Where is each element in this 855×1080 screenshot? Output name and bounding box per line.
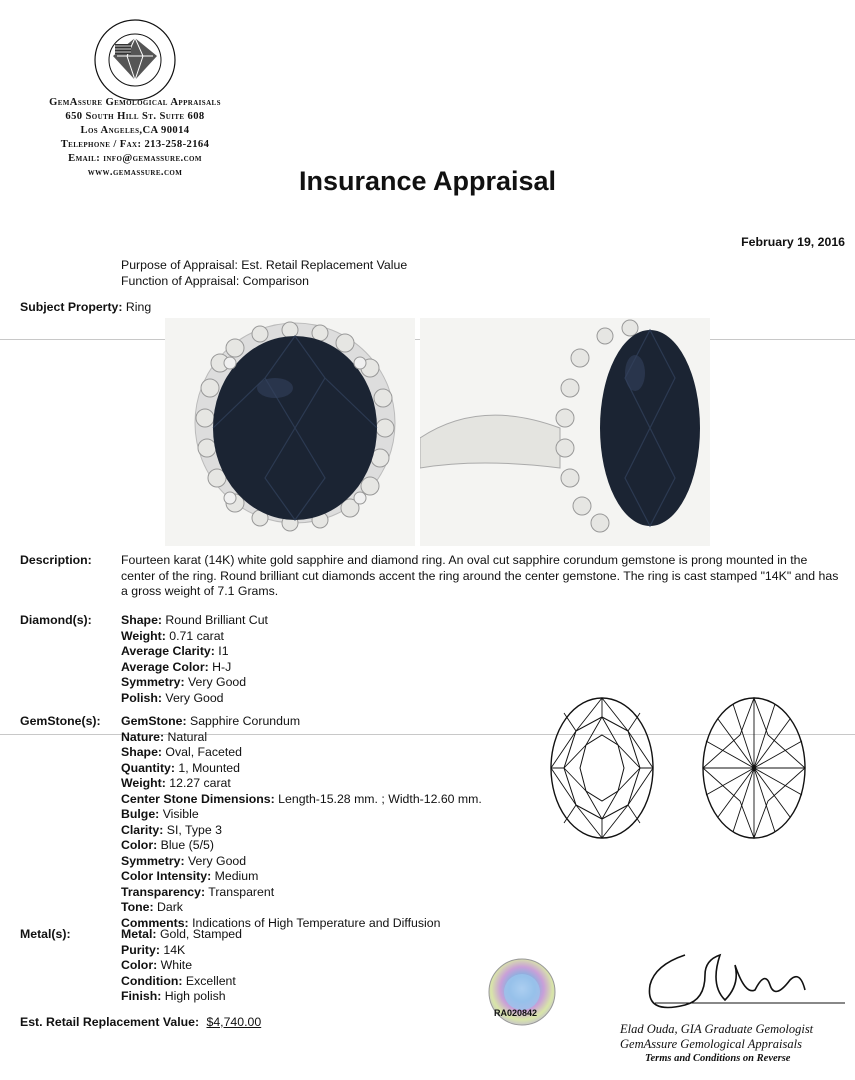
- diamond-row: [121, 691, 268, 707]
- purpose-of-appraisal: Purpose of Appraisal: Est. Retail Replacement Value: [121, 258, 408, 272]
- address-line-2: Los Angeles,CA 90014: [80, 125, 190, 136]
- gem-value: Indications of High Temperature and Diffusion: [192, 915, 441, 930]
- retail-value-label: Est. Retail Replacement Value:: [20, 1015, 200, 1029]
- gem-row: [121, 776, 482, 792]
- website-line: www.gemassure.com: [87, 167, 183, 178]
- gem-value: SI, Type 3: [166, 822, 222, 837]
- gem-label: Center Stone Dimensions:: [121, 791, 275, 806]
- gem-label: Transparency:: [121, 884, 206, 899]
- condition-label: Condition:: [121, 973, 183, 988]
- gem-row: [121, 869, 482, 885]
- hologram-seal: [478, 958, 566, 1028]
- diamond-symmetry-label: Symmetry:: [121, 675, 185, 689]
- metals-label: Metal(s):: [20, 927, 71, 941]
- gem-value: Blue (5/5): [160, 838, 214, 852]
- diamond-row: [121, 644, 268, 660]
- oval-crown-diagram: [548, 695, 656, 844]
- signer-company: GemAssure Gemological Appraisals: [620, 1037, 802, 1051]
- diamonds-details: [121, 613, 268, 706]
- diamond-clarity-label: Average Clarity:: [121, 644, 215, 658]
- retail-value-amount: $4,740.00: [206, 1015, 262, 1029]
- diamond-row: [121, 629, 268, 645]
- gemstones-label: GemStone(s):: [20, 714, 101, 728]
- subject-value: Ring: [125, 300, 152, 314]
- diamond-symmetry-value: Very Good: [187, 675, 247, 689]
- gem-value: Very Good: [187, 853, 247, 868]
- diamond-color-label: Average Color:: [121, 659, 209, 674]
- gem-row: [121, 807, 482, 823]
- diamond-shape-value: Round Brilliant Cut: [165, 613, 268, 627]
- gem-row: [121, 714, 482, 730]
- gem-value: Oval, Faceted: [165, 745, 242, 759]
- diamond-polish-label: Polish:: [121, 690, 162, 705]
- document-title: Insurance Appraisal: [298, 166, 557, 196]
- gem-row: [121, 823, 482, 839]
- appraisal-date: February 19, 2016: [741, 235, 845, 249]
- ring-photo-front: [165, 318, 415, 546]
- subject-label: Subject Property:: [20, 300, 123, 314]
- gem-row: [121, 854, 482, 870]
- signer-name: Elad Ouda, GIA Graduate Gemologist: [620, 1022, 814, 1036]
- metal-row: [121, 974, 242, 990]
- gem-row: [121, 730, 482, 746]
- retail-value: [20, 1015, 261, 1031]
- metal-label: Metal:: [121, 927, 157, 941]
- company-name: GemAssure Gemological Appraisals: [49, 97, 221, 108]
- diamond-color-value: H-J: [212, 659, 232, 674]
- condition-value: Excellent: [185, 973, 236, 988]
- diamond-clarity-value: I1: [218, 644, 229, 658]
- gem-value: Sapphire Corundum: [190, 714, 301, 728]
- phone-line: Telephone / Fax: 213-258-2164: [60, 139, 210, 150]
- gem-label: Nature:: [121, 729, 165, 744]
- gem-label: Weight:: [121, 776, 166, 790]
- gem-value: Transparent: [208, 884, 275, 899]
- gem-row: [121, 885, 482, 901]
- gem-value: Natural: [167, 729, 208, 744]
- gem-label: Color Intensity:: [121, 869, 212, 883]
- gem-row: [121, 745, 482, 761]
- metals-details: [121, 927, 242, 1005]
- gemstones-details: [121, 714, 482, 931]
- ring-photo-side: [420, 318, 710, 546]
- subject-property: [20, 300, 151, 316]
- diamond-polish-value: Very Good: [165, 690, 224, 705]
- gem-value: Dark: [156, 900, 183, 914]
- finish-value: High polish: [164, 989, 226, 1003]
- gem-row: [121, 900, 482, 916]
- gem-label: Color:: [121, 838, 158, 852]
- gem-value: Medium: [214, 869, 259, 883]
- diamond-row: [121, 613, 268, 629]
- email-line: Email: info@gemassure.com: [68, 153, 202, 164]
- metal-value: Gold, Stamped: [159, 927, 242, 941]
- terms-note: Terms and Conditions on Reverse: [645, 1053, 791, 1064]
- signature: [595, 945, 850, 1025]
- diamonds-label: Diamond(s):: [20, 613, 92, 627]
- finish-label: Finish:: [121, 989, 162, 1003]
- gem-row: [121, 838, 482, 854]
- address-line-1: 650 South Hill St. Suite 608: [65, 111, 205, 122]
- gem-label: GemStone:: [121, 714, 187, 728]
- gem-value: Length-15.28 mm. ; Width-12.60 mm.: [278, 791, 482, 806]
- gem-label: Tone:: [121, 900, 154, 914]
- gem-label: Bulge:: [121, 807, 160, 821]
- description-text: Fourteen karat (14K) white gold sapphire and diamond ring. An oval cut sapphire corundum gemstone is prong mounted in the center of the ring. Round brilliant cut diamonds accent the ring around the center gemstone. The ring is cast stamped "14K" and has a gross weight of 7.1 Grams.: [121, 553, 839, 598]
- gem-label: Shape:: [121, 745, 162, 759]
- function-of-appraisal: Function of Appraisal: Comparison: [121, 274, 309, 288]
- purity-value: 14K: [163, 942, 186, 957]
- description-label: Description:: [20, 553, 92, 567]
- diamond-weight-label: Weight:: [121, 628, 166, 643]
- purity-label: Purity:: [121, 942, 160, 957]
- gem-label: Comments:: [121, 915, 189, 930]
- metal-row: [121, 958, 242, 974]
- diamond-shape-label: Shape:: [121, 613, 162, 627]
- gemassure-logo: [93, 18, 177, 102]
- gem-row: [121, 792, 482, 808]
- gem-row: [121, 761, 482, 777]
- diamond-row: [121, 660, 268, 676]
- metal-row: [121, 943, 242, 959]
- hologram-code: RA020842: [494, 1008, 538, 1018]
- gem-label: Clarity:: [121, 822, 164, 837]
- gem-label: Quantity:: [121, 760, 175, 775]
- metal-row: [121, 989, 242, 1005]
- diamond-row: [121, 675, 268, 691]
- metal-color-value: White: [160, 958, 193, 972]
- gem-value: 1, Mounted: [178, 760, 240, 775]
- diamond-weight-value: 0.71 carat: [169, 628, 224, 643]
- metal-row: [121, 927, 242, 943]
- oval-pavilion-diagram: [700, 695, 808, 844]
- gem-value: 12.27 carat: [169, 776, 231, 790]
- metal-color-label: Color:: [121, 958, 158, 972]
- gem-label: Symmetry:: [121, 853, 185, 868]
- gem-value: Visible: [162, 807, 199, 821]
